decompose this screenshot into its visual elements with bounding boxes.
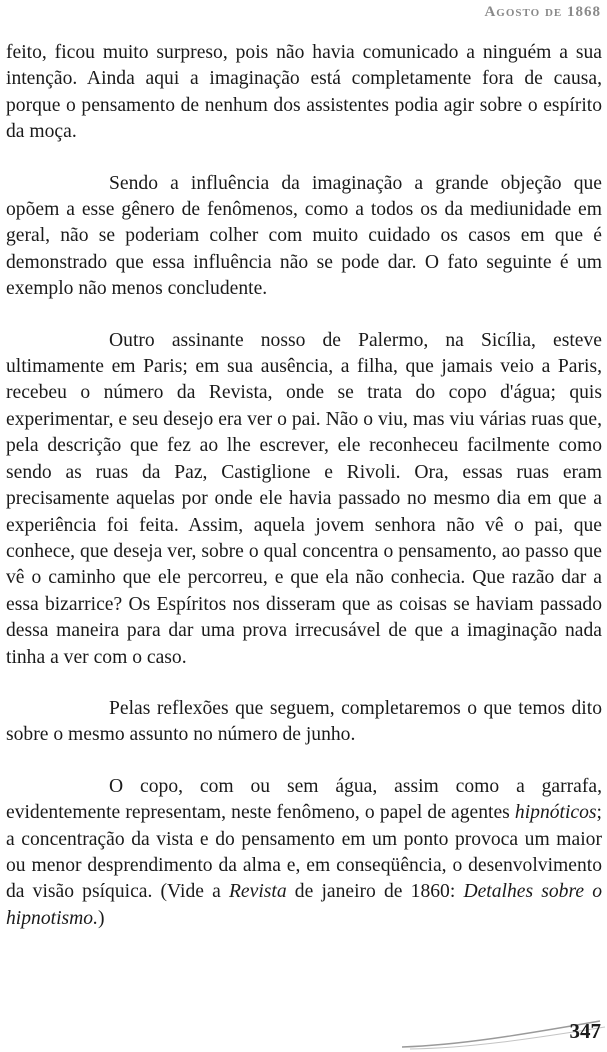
page-body: [6, 40, 602, 957]
italic-title-detalhes: Detalhes sobre o hipnotismo.: [6, 881, 603, 929]
running-header: Agosto de 1868: [484, 4, 601, 20]
italic-term-revista: Revista: [228, 881, 287, 903]
paragraph-5: [6, 774, 602, 932]
paragraph-5-text-2: ; a concentração da vista e do pensamento em um ponto provoca um maior ou menor desprendimento da alma e, em conseqüência, o desenvolvimento da visão psíquica. (Vide a: [6, 802, 602, 903]
paragraph-3: Outro assinante nosso de Palermo, na Sicília, esteve ultimamente em Paris; em sua ausência, a filha, que jamais veio a Paris, recebeu o número da Revista, onde se trata do copo d'água; quis experimentar, e seu desejo era ver o pai. Não o viu, mas viu várias ruas que, pela descrição que fez ao lhe escrever, ele reconheceu facilmente como sendo as ruas da Paz, Castiglione e Rivoli. Ora, essas ruas eram precisamente aquelas por onde ele havia passado no mesmo dia em que a experiência foi feita. Assim, aquela jovem senhora não vê o pai, que conhece, que deseja ver, sobre o qual concentra o pensamento, ao passo que vê o caminho que ele percorreu, e que ela não conhecia. Que razão dar a essa bizarrice? Os Espíritos nos disseram que as coisas se haviam passado dessa maneira para dar uma prova irrecusável de que a imaginação nada tinha a ver com o caso.: [6, 329, 602, 668]
paragraph-2: Sendo a influência da imaginação a grande objeção que opõem a esse gênero de fenômenos, como a todos os da mediunidade em geral, não se poderiam colher com muito cuidado os casos em que é demonstrado que essa influência não se pode dar. O fato seguinte é um exemplo não menos concludente.: [6, 172, 602, 300]
page-number: 347: [569, 1019, 601, 1043]
paragraph-5-text-1: O copo, com ou sem água, assim como a garrafa, evidentemente representam, neste fenômeno, o papel de agentes: [6, 775, 602, 824]
paragraph-5-text-3: de janeiro de 1860:: [286, 881, 464, 903]
paragraph-4: Pelas reflexões que seguem, completaremos o que temos dito sobre o mesmo assunto no número de junho.: [6, 697, 602, 746]
italic-term-hipnoticos: hipnóticos: [514, 802, 597, 824]
paragraph-5-text-4: ): [98, 907, 105, 929]
paragraph-1: feito, ficou muito surpreso, pois não havia comunicado a ninguém a sua intenção. Ainda aqui a imaginação está completamente fora de causa, porque o pensamento de nenhum dos assistentes podia agir sobre o espírito da moça.: [6, 42, 602, 143]
